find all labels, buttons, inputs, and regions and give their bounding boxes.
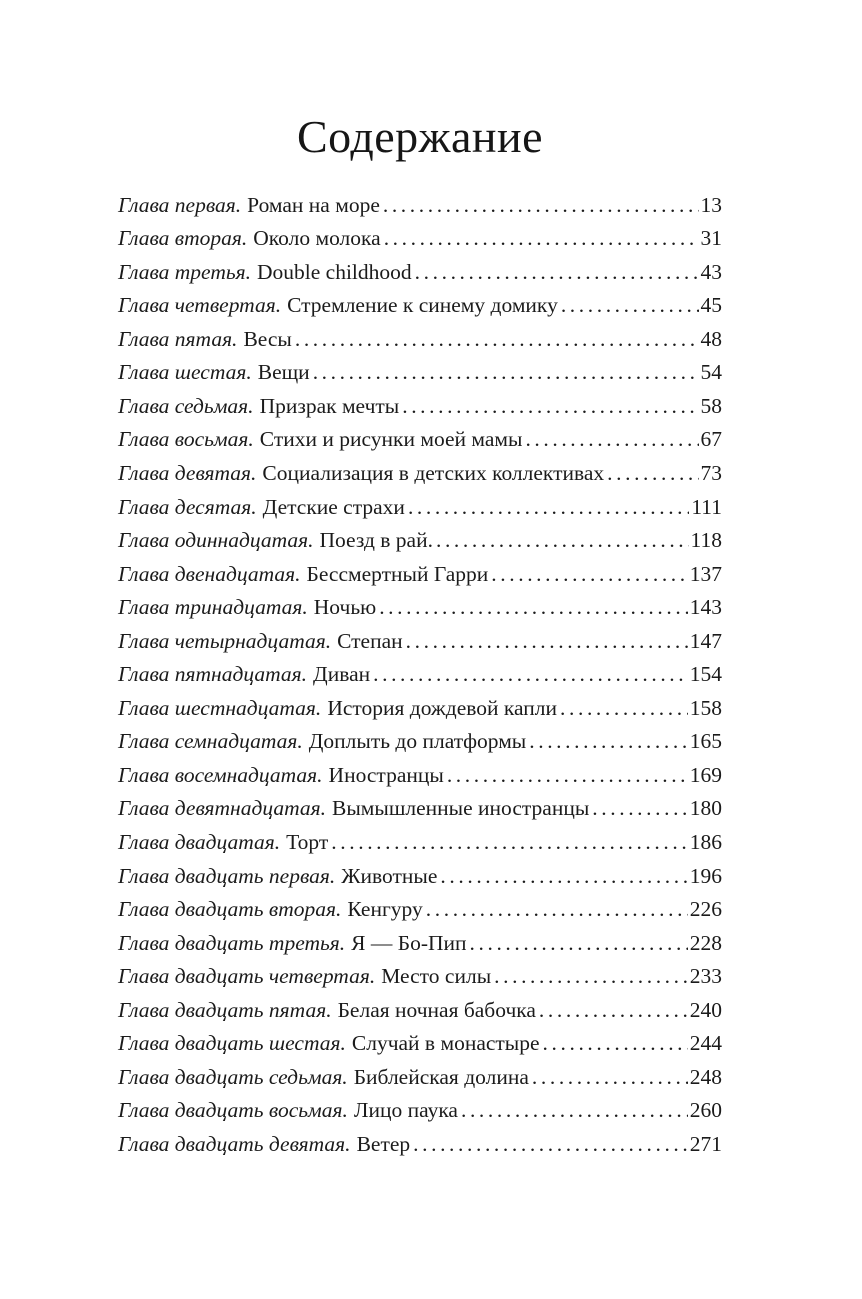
entry-title: Double childhood [257,259,412,284]
dot-leader [331,830,687,855]
page-number: 260 [689,1098,722,1123]
chapter-label: Глава двадцать восьмая. [118,1098,348,1123]
dot-leader [607,461,698,486]
entry-title: Детские страхи [262,494,405,519]
page-number: 118 [690,528,722,553]
chapter-label: Глава восьмая. [118,427,254,452]
chapter-label: Глава вторая. [118,226,248,251]
page-number: 169 [689,762,722,787]
toc-entry [118,461,722,495]
dot-leader [408,495,689,520]
dot-leader [561,293,699,318]
chapter-label: Глава двадцать третья. [118,930,346,955]
toc-entry [118,327,722,361]
toc-entry [118,864,722,898]
chapter-label: Глава двадцать седьмая. [118,1064,348,1089]
dot-leader [461,1098,688,1123]
toc-list [118,193,722,1166]
toc-entry [118,1098,722,1132]
entry-title: Социализация в детских коллективах [262,460,605,485]
chapter-label: Глава пятая. [118,326,238,351]
chapter-label: Глава седьмая. [118,393,254,418]
toc-entry [118,830,722,864]
dot-leader [402,394,698,419]
toc-entry [118,662,722,696]
dot-leader [525,427,698,452]
toc-entry [118,226,722,260]
dot-leader [413,1132,688,1157]
toc-entry [118,360,722,394]
page-number: 186 [689,829,722,854]
chapter-label: Глава двадцать вторая. [118,897,342,922]
page-number: 196 [689,863,722,888]
toc-entry [118,193,722,227]
entry-title: Белая ночная бабочка [337,997,536,1022]
entry-title: Стихи и рисунки моей мамы [259,427,523,452]
chapter-label: Глава четырнадцатая. [118,628,332,653]
entry-title: Место силы [381,964,492,989]
entry-title: Поезд в рай. [319,528,433,553]
toc-entry [118,1132,722,1166]
chapter-label: Глава пятнадцатая. [118,662,308,687]
page-number: 244 [689,1031,722,1056]
page-number: 48 [700,326,722,351]
page-number: 54 [700,360,722,385]
chapter-label: Глава двадцать первая. [118,863,336,888]
dot-leader [560,696,688,721]
dot-leader [383,193,699,218]
page-title: Содержание [296,111,544,162]
page-number: 248 [689,1064,722,1089]
dot-leader [491,562,687,587]
toc-entry [118,964,722,998]
dot-leader [384,226,699,251]
page-number: 147 [689,628,722,653]
page-number: 58 [700,393,722,418]
entry-title: Около молока [253,226,381,251]
page-number: 111 [691,494,722,519]
toc-entry [118,897,722,931]
dot-leader [406,629,688,654]
chapter-label: Глава тринадцатая. [118,595,308,620]
page-number: 233 [689,964,722,989]
dot-leader [543,1031,688,1056]
page-number: 228 [689,930,722,955]
chapter-label: Глава первая. [118,192,242,217]
entry-title: Ветер [356,1131,411,1156]
page-number: 31 [700,226,722,251]
entry-title: Кенгуру [347,897,423,922]
toc-entry [118,796,722,830]
dot-leader [539,998,688,1023]
toc-entry [118,729,722,763]
dot-leader [295,327,699,352]
chapter-label: Глава двадцатая. [118,829,281,854]
entry-title: Стремление к синему домику [287,293,558,318]
page-number: 43 [700,259,722,284]
toc-entry [118,595,722,629]
entry-title: Весы [243,326,292,351]
toc-entry [118,998,722,1032]
page-number: 137 [689,561,722,586]
entry-title: Степан [337,628,403,653]
chapter-label: Глава семнадцатая. [118,729,303,754]
entry-title: Я — Бо-Пип [351,930,467,955]
entry-title: Призрак мечты [259,393,400,418]
page-number: 226 [689,897,722,922]
entry-title: Лицо паука [353,1098,458,1123]
chapter-label: Глава четвертая. [118,293,282,318]
toc-entry [118,528,722,562]
entry-title: Вещи [257,360,310,385]
toc-entry [118,293,722,327]
toc-entry [118,427,722,461]
dot-leader [532,1065,688,1090]
chapter-label: Глава десятая. [118,494,257,519]
toc-entry [118,629,722,663]
toc-entry [118,1065,722,1099]
toc-entry [118,495,722,529]
chapter-label: Глава восемнадцатая. [118,762,323,787]
dot-leader [379,595,688,620]
dot-leader [592,796,687,821]
entry-title: Диван [313,662,371,687]
dot-leader [470,931,688,956]
page-number: 240 [689,997,722,1022]
page-number: 73 [700,460,722,485]
entry-title: Роман на море [247,192,380,217]
dot-leader [436,528,689,553]
chapter-label: Глава третья. [118,259,251,284]
toc-entry [118,696,722,730]
toc-entry [118,394,722,428]
toc-entry [118,1031,722,1065]
entry-title: Случай в монастыре [351,1031,540,1056]
toc-entry [118,763,722,797]
entry-title: История дождевой капли [327,695,558,720]
page-number: 165 [689,729,722,754]
dot-leader [529,729,688,754]
dot-leader [373,662,688,687]
dot-leader [447,763,688,788]
page-number: 45 [700,293,722,318]
page-number: 271 [689,1131,722,1156]
page-number: 67 [700,427,722,452]
entry-title: Бессмертный Гарри [306,561,489,586]
entry-title: Иностранцы [328,762,444,787]
entry-title: Вымышленные иностранцы [332,796,590,821]
chapter-label: Глава двадцать пятая. [118,997,332,1022]
toc-entry [118,562,722,596]
dot-leader [494,964,688,989]
dot-leader [313,360,699,385]
entry-title: Ночью [313,595,377,620]
chapter-label: Глава двадцать девятая. [118,1131,351,1156]
toc-entry [118,260,722,294]
dot-leader [440,864,687,889]
entry-title: Животные [341,863,438,888]
entry-title: Библейская долина [353,1064,529,1089]
entry-title: Доплыть до платформы [308,729,527,754]
page-number: 158 [689,695,722,720]
dot-leader [426,897,688,922]
chapter-label: Глава шестнадцатая. [118,695,322,720]
page-number: 154 [689,662,722,687]
page-number: 143 [689,595,722,620]
chapter-label: Глава девятнадцатая. [118,796,326,821]
page-number: 180 [689,796,722,821]
chapter-label: Глава девятая. [118,460,257,485]
dot-leader [415,260,699,285]
page-number: 13 [700,192,722,217]
chapter-label: Глава одиннадцатая. [118,528,314,553]
chapter-label: Глава двадцать четвертая. [118,964,376,989]
chapter-label: Глава двенадцатая. [118,561,301,586]
chapter-label: Глава двадцать шестая. [118,1031,346,1056]
entry-title: Торт [286,829,329,854]
chapter-label: Глава шестая. [118,360,252,385]
toc-entry [118,931,722,965]
